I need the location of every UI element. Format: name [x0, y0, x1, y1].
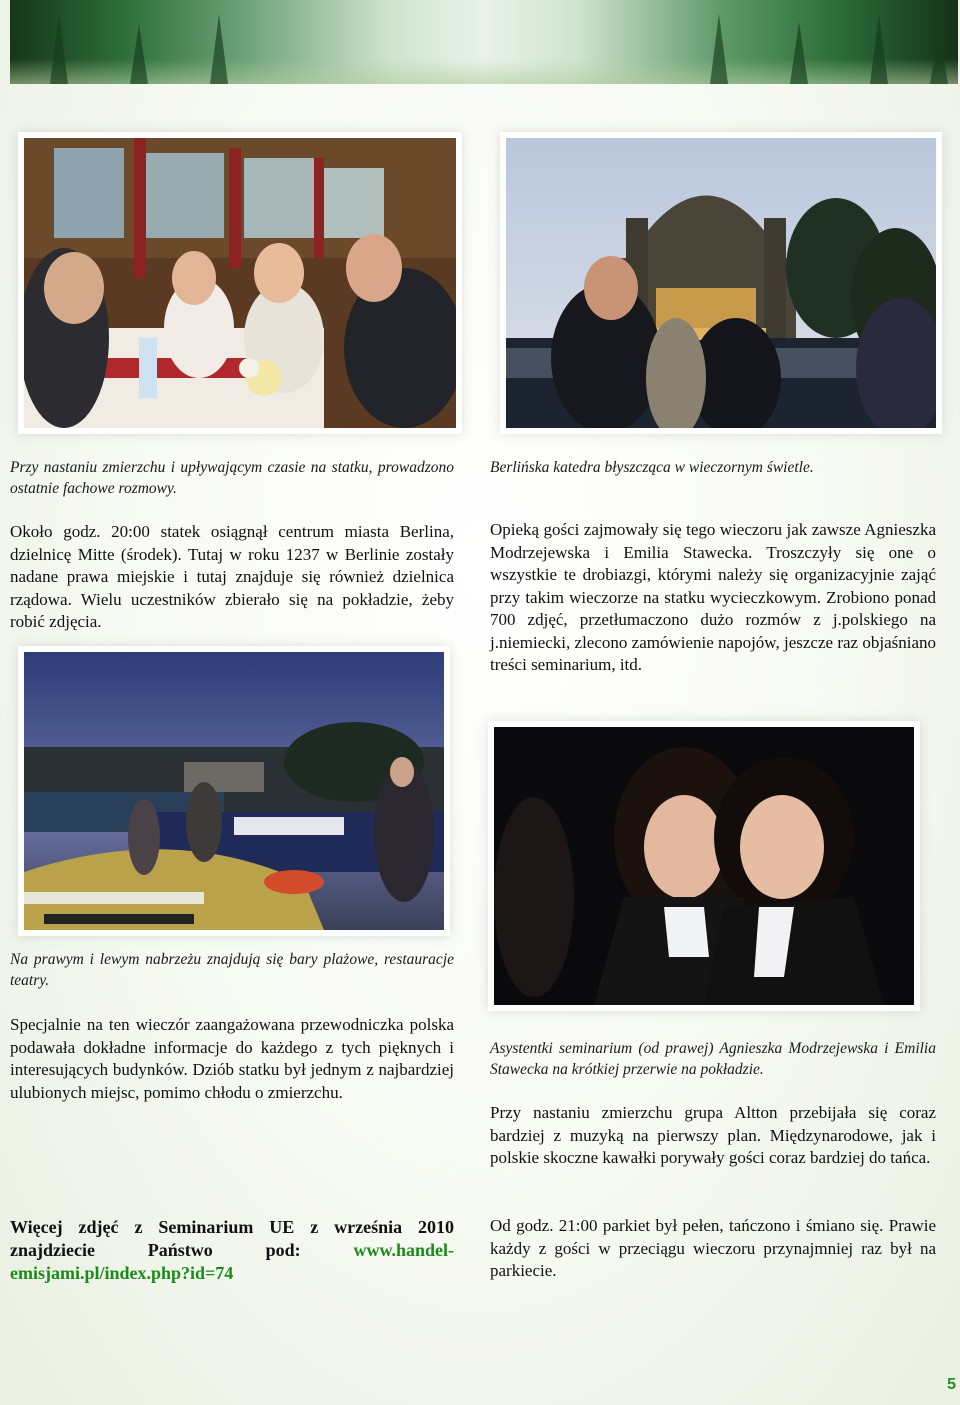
paragraph-music: Przy nastaniu zmierzchu grupa Altton przebijała się coraz bardziej z muzyką na pierwszy plan. Międzynarodowe, jak i polskie skoczne kawałki porywały gości coraz bardziej do tańca. [490, 1103, 936, 1167]
caption-cathedral: Berlińska katedra błyszcząca w wieczornym świetle. [490, 459, 814, 476]
paragraph-assistants-care: Opieką gości zajmowały się tego wieczoru jak zawsze Agnieszka Modrzejewska i Emilia Stawecka. Troszczyły się one o wszystkie te drobiazgi, którymi należy się organizacyjnie zająć przy takim wieczorze na statku wycieczkowym. Zrobiono ponad 700 zdjęć, przetłumaczono dużo rozmów z j.polskiego na j.niemiecki, zlecono zamówienie napojów, jeszcze raz objaśniano treści seminarium, itd. [490, 520, 936, 674]
forest-banner-image [10, 0, 958, 84]
caption-dinner: Przy nastaniu zmierzchu i upływającym czasie na statku, prowadzono ostatnie fachowe rozmowy. [10, 459, 454, 497]
photo-cathedral [506, 138, 936, 428]
paragraph-mitte: Około godz. 20:00 statek osiągnął centrum miasta Berlina, dzielnicę Mitte (środek). Tutaj w roku 1237 w Berlinie zostały nadane prawa miejskie i tutaj znajduje się również dzielnica rządowa. Wielu uczestników zbierało się na pokładzie, żeby robić zdjęcia. [10, 522, 454, 631]
more-photos-text: Więcej zdjęć z Seminarium UE z września 2010 znajdziecie Państwo pod: [10, 1217, 454, 1260]
more-photos-block [10, 1216, 454, 1285]
page-number: 5 [947, 1376, 956, 1393]
caption-assistants: Asystentki seminarium (od prawej) Agnieszka Modrzejewska i Emilia Stawecka na krótkiej przerwie na pokładzie. [490, 1040, 936, 1078]
caption-deck: Na prawym i lewym nabrzeżu znajdują się bary plażowe, restauracje teatry. [10, 951, 454, 989]
more-photos-link[interactable]: www.handel-emisjami.pl/index.php?id=74 [10, 1240, 454, 1283]
paragraph-dance: Od godz. 21:00 parkiet był pełen, tańczono i śmiano się. Prawie każdy z gości w przeciągu wieczoru przynajmniej raz był na parkiecie. [490, 1216, 936, 1280]
photo-deck [24, 652, 444, 930]
paragraph-guide: Specjalnie na ten wieczór zaangażowana przewodniczka polska podawała dokładne informacje do każdego z tych pięknych i interesujących budynków. Dziób statku był jednym z najbardziej ulubionych miejsc, pomimo chłodu o zmierzchu. [10, 1015, 454, 1102]
photo-assistants [494, 727, 914, 1005]
photo-dinner-on-boat [24, 138, 456, 428]
